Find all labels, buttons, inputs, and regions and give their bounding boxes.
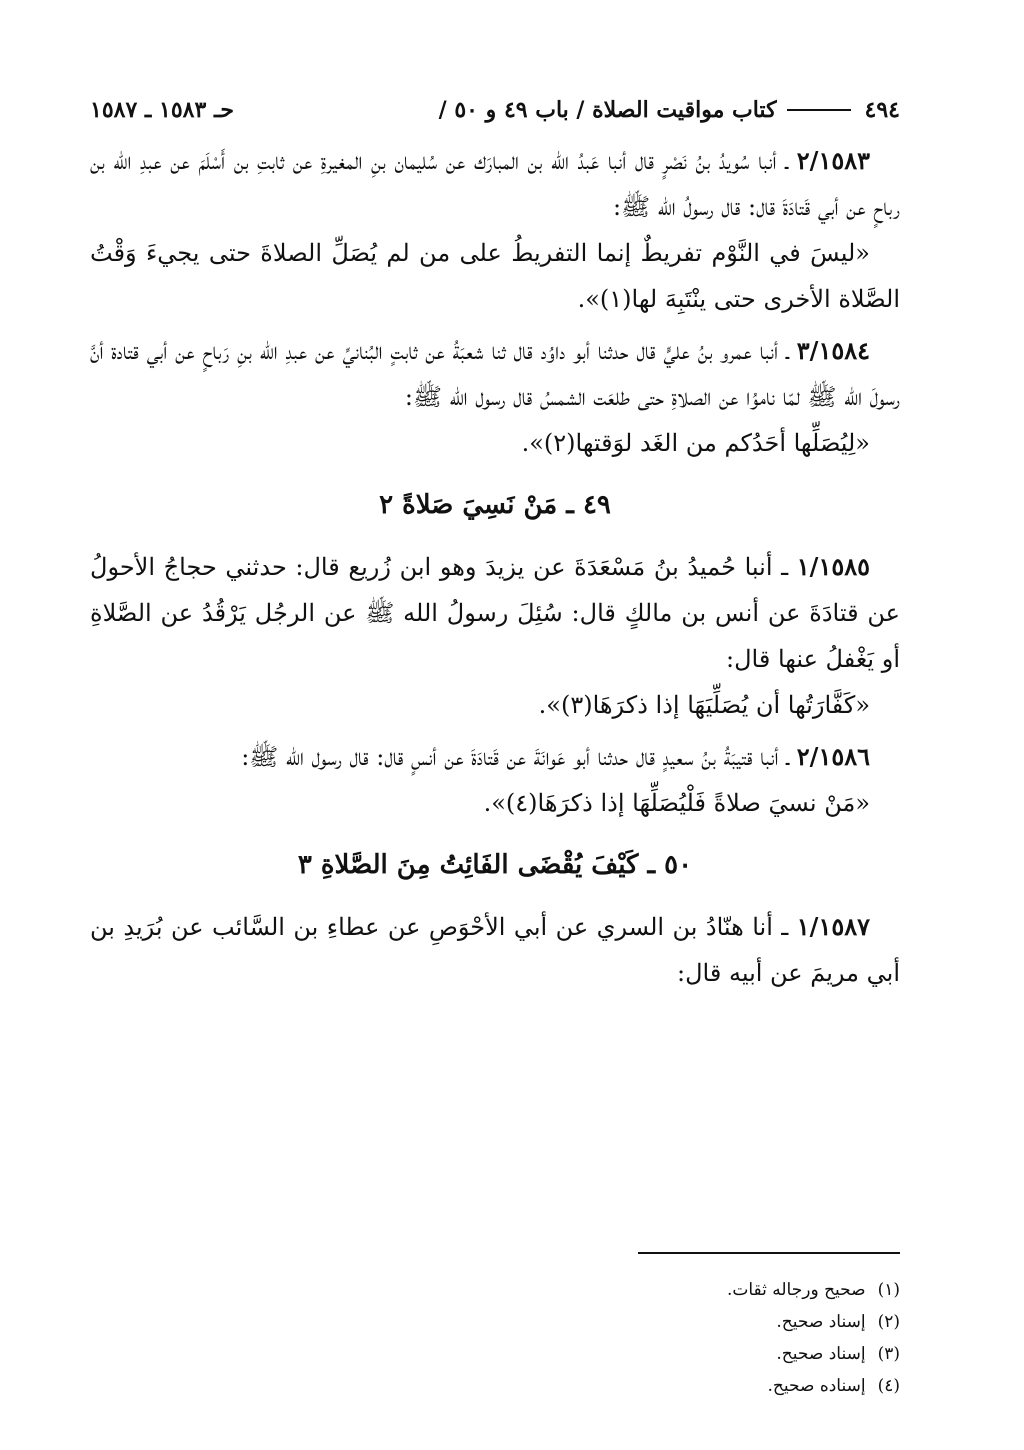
chapter-heading-49: ٤٩ ـ مَنْ نَسِيَ صَلاةً ٢ bbox=[379, 490, 611, 520]
hadith-number: ١/١٥٨٧ bbox=[796, 912, 870, 941]
hadith-quote: «لِيُصَلِّها أحَدُكم من الغَد لوَقتها(٢)». bbox=[521, 429, 870, 457]
hadith-text: ـ أنبا حُميدُ بنُ مَسْعَدَةَ عن يزيدَ وهو ابن زُريع قال: حدثني حجاجُ الأحولُ عن قتادَةَ عن أنس بن مالكٍ قال: سُئِلَ رسولُ الله ﷺ عن الرجُل يَرْقُدُ عن الصَّلاةِ أو يَغْفلُ عنها قال: bbox=[90, 553, 900, 673]
hadith-1584 bbox=[90, 328, 900, 420]
footnote-rule bbox=[638, 1252, 900, 1254]
footnote bbox=[90, 1338, 900, 1370]
hadith-number: ٢/١٥٨٦ bbox=[796, 742, 870, 771]
hadith-1585 bbox=[90, 544, 900, 682]
footnote bbox=[90, 1306, 900, 1338]
footnote bbox=[90, 1274, 900, 1306]
hadith-text: ـ أنبا عمرو بنُ عليٍّ قال حدثنا أبو داوُد قال ثنا شعبَةُ عن ثابتٍ البُنانيِّ عن عبدِ الله بنِ رَباحٍ عن أبي قتادة أنَّ رسولَ الله ﷺ لمّا ناموُا عن الصلاةِ حتى طلعَت الشمسُ قال رسول الله ﷺ: bbox=[90, 337, 900, 411]
hadith-number: ١/١٥٨٥ bbox=[796, 552, 870, 581]
hadith-1587 bbox=[90, 904, 900, 996]
footnote-number: (١) bbox=[877, 1280, 900, 1300]
header-hadith-range: حـ ١٥٨٣ ـ ١٥٨٧ bbox=[90, 97, 235, 123]
hadith-1583 bbox=[90, 138, 900, 230]
page-header bbox=[90, 90, 900, 130]
hadith-number: ٣/١٥٨٤ bbox=[796, 336, 870, 365]
chapter-heading-50: ٥٠ ـ كَيْفَ يُقْضَى الفَائِتُ مِنَ الصَّلاةِ ٣ bbox=[297, 850, 693, 880]
hadith-text: ـ أنبا قتيبَةُ بنُ سعيدٍ قال حدثنا أبو عَوانَةَ عن قَتادَةَ عن أنسٍ قال: قال رسول الله ﷺ: bbox=[241, 743, 797, 771]
hadith-quote: «مَنْ نسيَ صلاةً فَلْيُصَلِّهَا إذا ذكرَهَا(٤)». bbox=[483, 789, 870, 817]
footnote-number: (٤) bbox=[877, 1376, 900, 1396]
footnotes bbox=[90, 1274, 900, 1402]
header-title: كتاب مواقيت الصلاة / باب ٤٩ و ٥٠ / bbox=[438, 97, 777, 123]
footnote bbox=[90, 1370, 900, 1402]
hadith-text: ـ أنا هنّادُ بن السري عن أبي الأحْوَصِ عن عطاءِ بن السَّائب عن بُرَيدِ بن أبي مريمَ عن أبيه قال: bbox=[90, 913, 900, 987]
hadith-1586 bbox=[90, 734, 900, 780]
page-number: ٤٩٤ bbox=[864, 97, 900, 123]
hadith-quote: «ليسَ في النَّوْم تفريطٌ إنما التفريطُ على من لم يُصَلِّ الصلاةَ حتى يجيءَ وَقْتُ الصَّلاة الأخرى حتى ينْتَبِهَ لها(١)». bbox=[90, 239, 900, 313]
footnote-text: صحيح ورجاله ثقات. bbox=[726, 1280, 866, 1300]
footnote-text: إسناد صحيح. bbox=[776, 1344, 866, 1364]
footnote-text: إسناده صحيح. bbox=[767, 1376, 866, 1396]
header-rule bbox=[787, 109, 851, 111]
footnote-text: إسناد صحيح. bbox=[776, 1312, 866, 1332]
hadith-text: ـ أنبا سُويدُ بنُ نَصْرٍ قال أنبا عَبدُ الله بن المبارَك عن سُليمان بنِ المغيرةِ عن ثابتِ بن أَسْلَمَ عن عبدِ الله بن رباحٍ عن أبي قَتادَةَ قال: قال رسولُ الله ﷺ: bbox=[90, 147, 900, 221]
hadith-quote: «كَفَّارَتُها أن يُصَلِّيَهَا إذا ذكرَهَا(٣)». bbox=[538, 691, 870, 719]
book-page bbox=[90, 90, 900, 1420]
footnote-number: (٣) bbox=[877, 1344, 900, 1364]
footnote-number: (٢) bbox=[877, 1312, 900, 1332]
hadith-number: ٢/١٥٨٣ bbox=[796, 146, 870, 175]
